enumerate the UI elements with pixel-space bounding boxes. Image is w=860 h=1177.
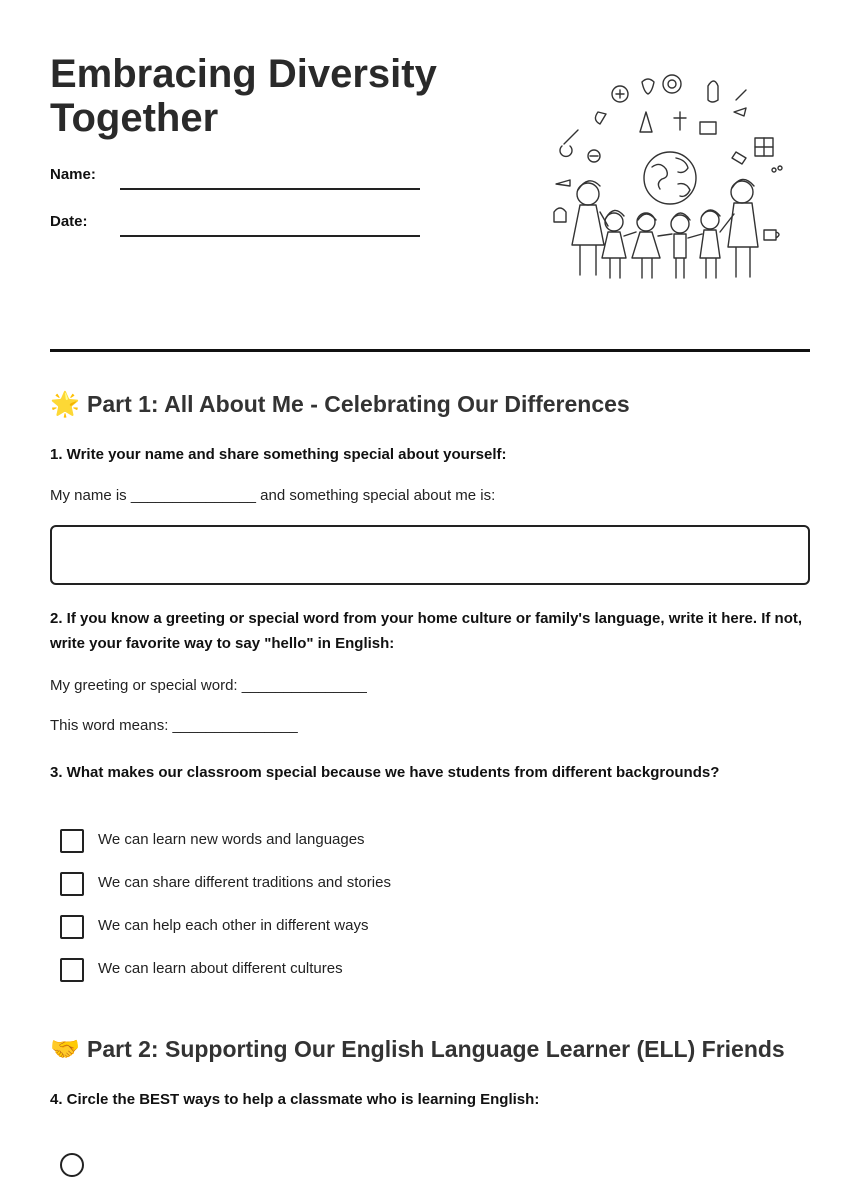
checkbox-option-label: We can help each other in different ways — [98, 917, 369, 934]
checkbox-option-label: We can learn new words and languages — [98, 831, 365, 848]
circle-option-icon[interactable] — [60, 1153, 84, 1177]
name-line[interactable] — [120, 188, 420, 190]
handshake-icon: 🤝 — [50, 1036, 80, 1063]
checkbox-option-label: We can share different traditions and stories — [98, 874, 391, 891]
checkbox-icon[interactable] — [60, 872, 84, 896]
title-line-2: Together — [50, 96, 219, 140]
part1-heading — [50, 390, 630, 419]
page-title — [50, 52, 470, 140]
date-label: Date: — [50, 213, 88, 230]
checkbox-option-label: We can learn about different cultures — [98, 960, 343, 977]
checkbox-icon[interactable] — [60, 915, 84, 939]
checkbox-icon[interactable] — [60, 958, 84, 982]
question-2: 2. If you know a greeting or special word from your home culture or family's language, write it here. If not, write your favorite way to say "hello" in English: — [50, 610, 803, 652]
worksheet-page — [50, 0, 810, 1161]
question-2-prompt-greeting: My greeting or special word: _______________ — [50, 677, 367, 694]
part2-title: Part 2: Supporting Our English Language Learner (ELL) Friends — [87, 1036, 785, 1062]
question-2-prompt-meaning: This word means: _______________ — [50, 717, 298, 734]
question-1-prompt: My name is _______________ and something special about me is: — [50, 487, 496, 504]
date-line[interactable] — [120, 235, 420, 237]
question-4: 4. Circle the BEST ways to help a classmate who is learning English: — [50, 1091, 540, 1108]
special-about-me-answer-box[interactable] — [50, 525, 810, 585]
question-1: 1. Write your name and share something special about yourself: — [50, 446, 507, 463]
question-3: 3. What makes our classroom special because we have students from different backgrounds? — [50, 764, 720, 781]
part2-heading — [50, 1035, 785, 1064]
diversity-illustration-icon — [550, 72, 790, 292]
title-line-1: Embracing Diversity — [50, 52, 437, 96]
part1-title: Part 1: All About Me - Celebrating Our Differences — [87, 391, 630, 417]
checkbox-icon[interactable] — [60, 829, 84, 853]
star-icon: 🌟 — [50, 391, 80, 418]
section-divider — [50, 349, 810, 352]
name-label: Name: — [50, 166, 96, 183]
